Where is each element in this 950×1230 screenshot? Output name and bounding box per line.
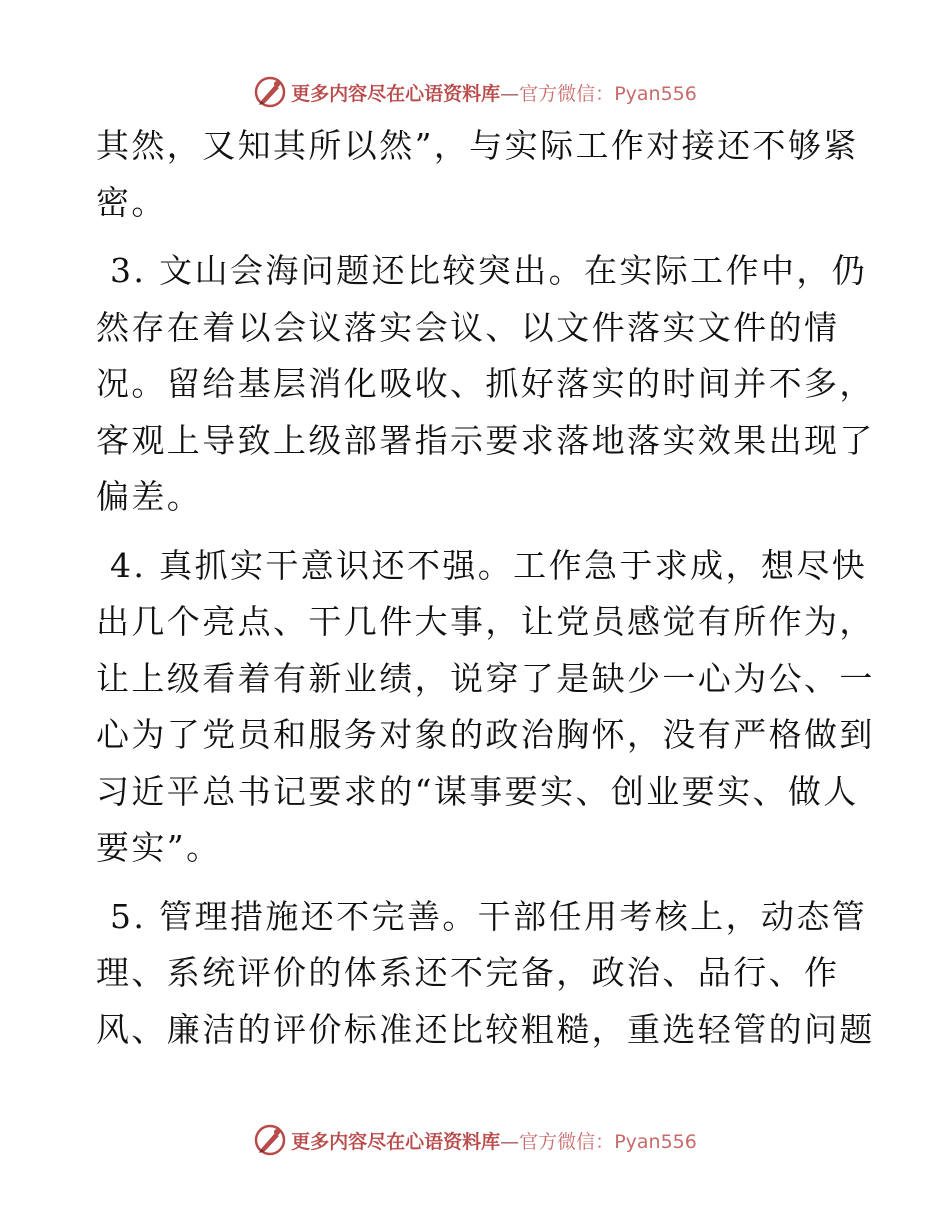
paragraph-4 (96, 538, 875, 877)
text-line: 理、系统评价的体系还不完备，政治、品行、作 (96, 953, 840, 992)
watermark-handle: Pyan556 (614, 1130, 697, 1153)
watermark-brand: 更多内容尽在心语资料库 (291, 1130, 501, 1153)
text-line: 习近平总书记要求的“谋事要实、创业要实、做人 (96, 771, 859, 811)
text-line: 3. 文山会海问题还比较突出。在实际工作中，仍 (110, 251, 868, 290)
watermark-label: 官方微信： (519, 82, 615, 105)
text-line: 出几个亮点、干几件大事，让党员感觉有所作为， (96, 602, 875, 641)
text-line: 密。 (96, 182, 167, 222)
watermark-dash: — (500, 1130, 520, 1153)
text-line: 5. 管理措施还不完善。干部任用考核上，动态管 (110, 896, 868, 936)
text-line: 4. 真抓实干意识还不强。工作急于求成，想尽快 (110, 545, 868, 585)
paragraph-continued (96, 118, 859, 231)
footer-watermark (0, 1120, 950, 1160)
paragraph-3 (96, 243, 875, 526)
pen-logo-icon (253, 75, 287, 109)
watermark-label: 官方微信： (519, 1130, 615, 1153)
watermark-text (291, 1127, 697, 1154)
watermark-text (291, 79, 697, 106)
text-line: 况。留给基层消化吸收、抓好落实的时间并不多， (96, 364, 875, 403)
text-line: 然存在着以会议落实会议、以文件落实文件的情 (96, 307, 840, 347)
text-line: 客观上导致上级部署指示要求落地落实效果出现了 (96, 420, 875, 460)
header-watermark (0, 72, 950, 112)
paragraph-5 (96, 889, 875, 1059)
watermark-handle: Pyan556 (614, 82, 697, 105)
text-line: 偏差。 (96, 477, 203, 516)
watermark-brand: 更多内容尽在心语资料库 (291, 82, 501, 105)
text-line: 要实”。 (96, 828, 222, 867)
text-line: 其然，又知其所以然”，与实际工作对接还不够紧 (96, 126, 859, 165)
text-line: 心为了党员和服务对象的政治胸怀，没有严格做到 (96, 715, 875, 754)
pen-logo-icon (253, 1123, 287, 1157)
watermark-dash: — (500, 82, 520, 105)
document-body (96, 118, 875, 1070)
text-line: 让上级看着有新业绩，说穿了是缺少一心为公、一 (96, 658, 875, 698)
text-line: 风、廉洁的评价标准还比较粗糙，重选轻管的问题 (96, 1009, 875, 1049)
